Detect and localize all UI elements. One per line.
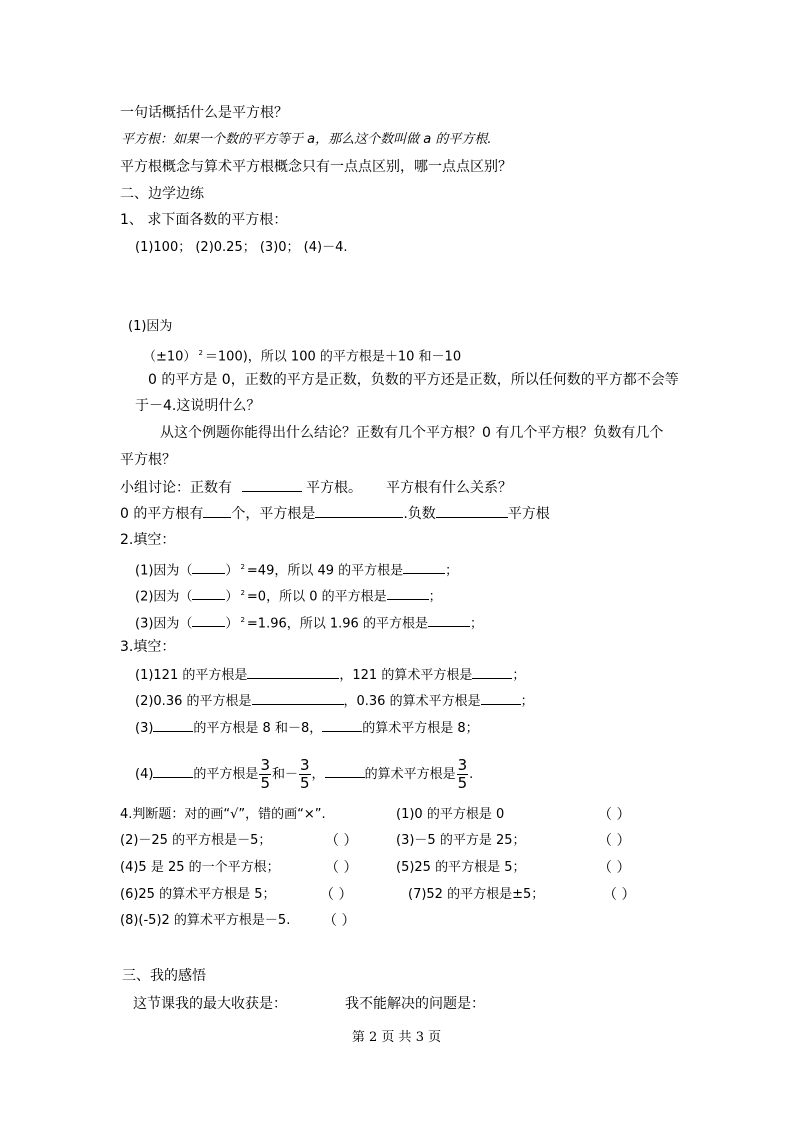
fill-3-3-blank-b[interactable]: [322, 717, 362, 732]
fill-3-item-3: [135, 717, 479, 739]
zero-count-blank[interactable]: [203, 503, 231, 518]
fill-3-2-a: (2)0.36 的平方根是: [135, 694, 252, 709]
judge-answer-7[interactable]: （ ）: [603, 887, 636, 903]
fill-3-item-4: [135, 755, 473, 795]
conclusion-line-2: 平方根？: [120, 452, 176, 468]
exercise-1-title: 1、 求下面各数的平方根：: [120, 212, 288, 228]
fill-3-3-b: 的平方根是 8 和－8，: [193, 721, 323, 736]
fraction-3: [457, 757, 469, 792]
solution-text: ＝100)，所以 100 的平方根是＋10 和－10: [204, 349, 462, 365]
fill-3-item-1: [135, 664, 525, 686]
judge-item-5: (5)25 的平方根是 5；: [396, 860, 526, 875]
zero-root-line: [120, 503, 550, 524]
fill-2-1-b: ）: [225, 563, 239, 579]
group-discussion: [120, 477, 512, 498]
fill-2-3-b: ）: [225, 616, 239, 632]
judge-answer-6[interactable]: （ ）: [320, 887, 353, 903]
judge-item-6: (6)25 的算术平方根是 5；: [120, 887, 276, 902]
zero-root-blank[interactable]: [315, 503, 403, 518]
fill-2-title: 2.填空：: [120, 532, 176, 548]
judge-answer-3[interactable]: （ ）: [598, 833, 631, 849]
square-root-definition: 平方根：如果一个数的平方等于 a，那么这个数叫做 a 的平方根.: [121, 132, 492, 147]
section-heading-2: 二、边学边练: [120, 186, 204, 202]
fill-3-3-blank-a[interactable]: [153, 717, 193, 732]
solution-label: (1)因为: [128, 319, 173, 334]
fill-2-1-a: (1)因为（: [135, 563, 193, 579]
fill-3-2-blank-a[interactable]: [252, 690, 344, 705]
group-label: 小组讨论：正数有: [120, 480, 232, 496]
solution-paren: （±10）: [143, 349, 197, 365]
fill-3-4-period: .: [469, 767, 474, 782]
fill-3-3-c: 的算术平方根是 8；: [362, 721, 479, 736]
fraction-3-den: 5: [457, 774, 468, 792]
judge-item-2: (2)－25 的平方根是－5；: [120, 833, 272, 848]
judge-item-4: (4)5 是 25 的一个平方根；: [120, 860, 280, 875]
zero-root-mid: 个，平方根是: [231, 506, 316, 522]
fill-3-4-e: 的算术平方根是: [364, 767, 456, 782]
judge-item-1: (1)0 的平方根是 0: [396, 807, 505, 822]
fraction-1: [259, 757, 271, 792]
zero-explanation-line-2: 于－4.这说明什么？: [135, 398, 261, 414]
fill-3-1-blank-a[interactable]: [247, 664, 339, 679]
fill-3-item-2: [135, 690, 534, 712]
exercise-1-items: (1)100； (2)0.25； (3)0； (4)－4.: [135, 240, 348, 255]
fill-3-2-semi: ；: [520, 694, 534, 709]
fill-2-1-semi: ；: [445, 563, 459, 579]
fraction-3-num: 3: [457, 756, 468, 774]
zero-root-label: 0 的平方根有: [120, 506, 204, 522]
fraction-1-den: 5: [260, 774, 270, 792]
fill-3-4-blank-a[interactable]: [153, 763, 193, 778]
fraction-2-num: 3: [300, 756, 310, 774]
fill-2-2-c: =0，所以 0 的平方根是: [246, 589, 387, 605]
fill-3-1-blank-b[interactable]: [472, 664, 512, 679]
fill-2-3-a: (3)因为（: [135, 616, 193, 632]
fill-2-1-exp: 2: [240, 563, 245, 571]
fraction-1-num: 3: [260, 756, 270, 774]
fill-3-4-blank-b[interactable]: [325, 763, 365, 778]
reflection-gain: 这节课我的最大收获是：: [133, 996, 287, 1012]
fill-3-3-a: (3): [135, 721, 154, 736]
group-relation: 平方根有什么关系？: [386, 480, 512, 496]
negative-label: .负数: [403, 506, 436, 522]
fill-3-1-a: (1)121 的平方根是: [135, 668, 248, 683]
fill-3-4-c: 和－: [271, 767, 298, 782]
fill-2-2-semi: ；: [428, 589, 442, 605]
zero-root-end: 平方根: [507, 506, 550, 522]
fill-3-2-b: ，0.36 的算术平方根是: [343, 694, 481, 709]
fill-2-item-1: [135, 557, 458, 581]
fill-2-1-base-blank[interactable]: [192, 559, 225, 574]
fill-3-4-d: ，: [311, 767, 325, 782]
fill-2-3-base-blank[interactable]: [192, 612, 225, 627]
fill-2-2-exp: 2: [240, 589, 245, 597]
fill-2-3-c: =1.96，所以 1.96 的平方根是: [246, 616, 428, 632]
fill-2-item-3: [135, 610, 483, 634]
fill-2-3-exp: 2: [240, 616, 245, 624]
judge-item-7: (7)52 的平方根是±5；: [408, 887, 545, 902]
judge-answer-4[interactable]: （ ）: [325, 860, 358, 876]
conclusion-line-1: 从这个例题你能得出什么结论？正数有几个平方根？0 有几个平方根？负数有几个: [160, 425, 664, 441]
solution-exponent: 2: [198, 349, 203, 357]
judge-item-3: (3)－5 的平方是 25；: [396, 833, 526, 848]
section-heading-3: 三、我的感悟: [122, 968, 206, 984]
judge-answer-2[interactable]: （ ）: [325, 833, 358, 849]
fraction-2-den: 5: [300, 774, 310, 792]
fill-2-2-a: (2)因为（: [135, 589, 193, 605]
fill-2-1-c: =49，所以 49 的平方根是: [246, 563, 404, 579]
negative-blank[interactable]: [436, 503, 508, 518]
fill-3-1-semi: ；: [512, 668, 526, 683]
fill-3-4-b: 的平方根是: [193, 767, 259, 782]
fill-2-2-b: ）: [225, 589, 239, 605]
judge-answer-1[interactable]: （ ）: [598, 807, 631, 823]
fill-2-3-semi: ；: [469, 616, 483, 632]
fill-2-item-2: [135, 583, 442, 607]
judge-title: 4.判断题：对的画“√”，错的画“×”.: [120, 807, 326, 822]
judge-answer-8[interactable]: （ ）: [323, 913, 356, 929]
question-what-is-square-root: 一句话概括什么是平方根？: [120, 105, 288, 121]
zero-explanation-line-1: 0 的平方是 0，正数的平方是正数，负数的平方还是正数，所以任何数的平方都不会等: [148, 372, 679, 388]
judge-answer-5[interactable]: （ ）: [598, 860, 631, 876]
page-footer: 第 2 页 共 3 页: [351, 1030, 442, 1045]
fill-2-2-base-blank[interactable]: [192, 585, 225, 600]
solution-line: [143, 343, 461, 367]
fill-2-1-answer-blank[interactable]: [403, 559, 445, 574]
fill-3-title: 3.填空：: [120, 639, 176, 655]
question-difference: 平方根概念与算术平方根概念只有一点点区别，哪一点点区别？: [120, 159, 512, 175]
fill-2-2-answer-blank[interactable]: [387, 585, 429, 600]
fill-3-4-a: (4): [135, 767, 154, 782]
group-sqrt: 平方根。: [306, 480, 362, 496]
reflection-problem: 我不能解决的问题是：: [345, 996, 485, 1012]
fill-3-1-b: ，121 的算术平方根是: [339, 668, 473, 683]
positive-blank[interactable]: [242, 477, 302, 492]
fraction-2: [299, 757, 311, 792]
fill-3-2-blank-b[interactable]: [481, 690, 521, 705]
fill-2-3-answer-blank[interactable]: [428, 612, 470, 627]
judge-item-8: (8)(-5)2 的算术平方根是－5.: [120, 913, 291, 928]
